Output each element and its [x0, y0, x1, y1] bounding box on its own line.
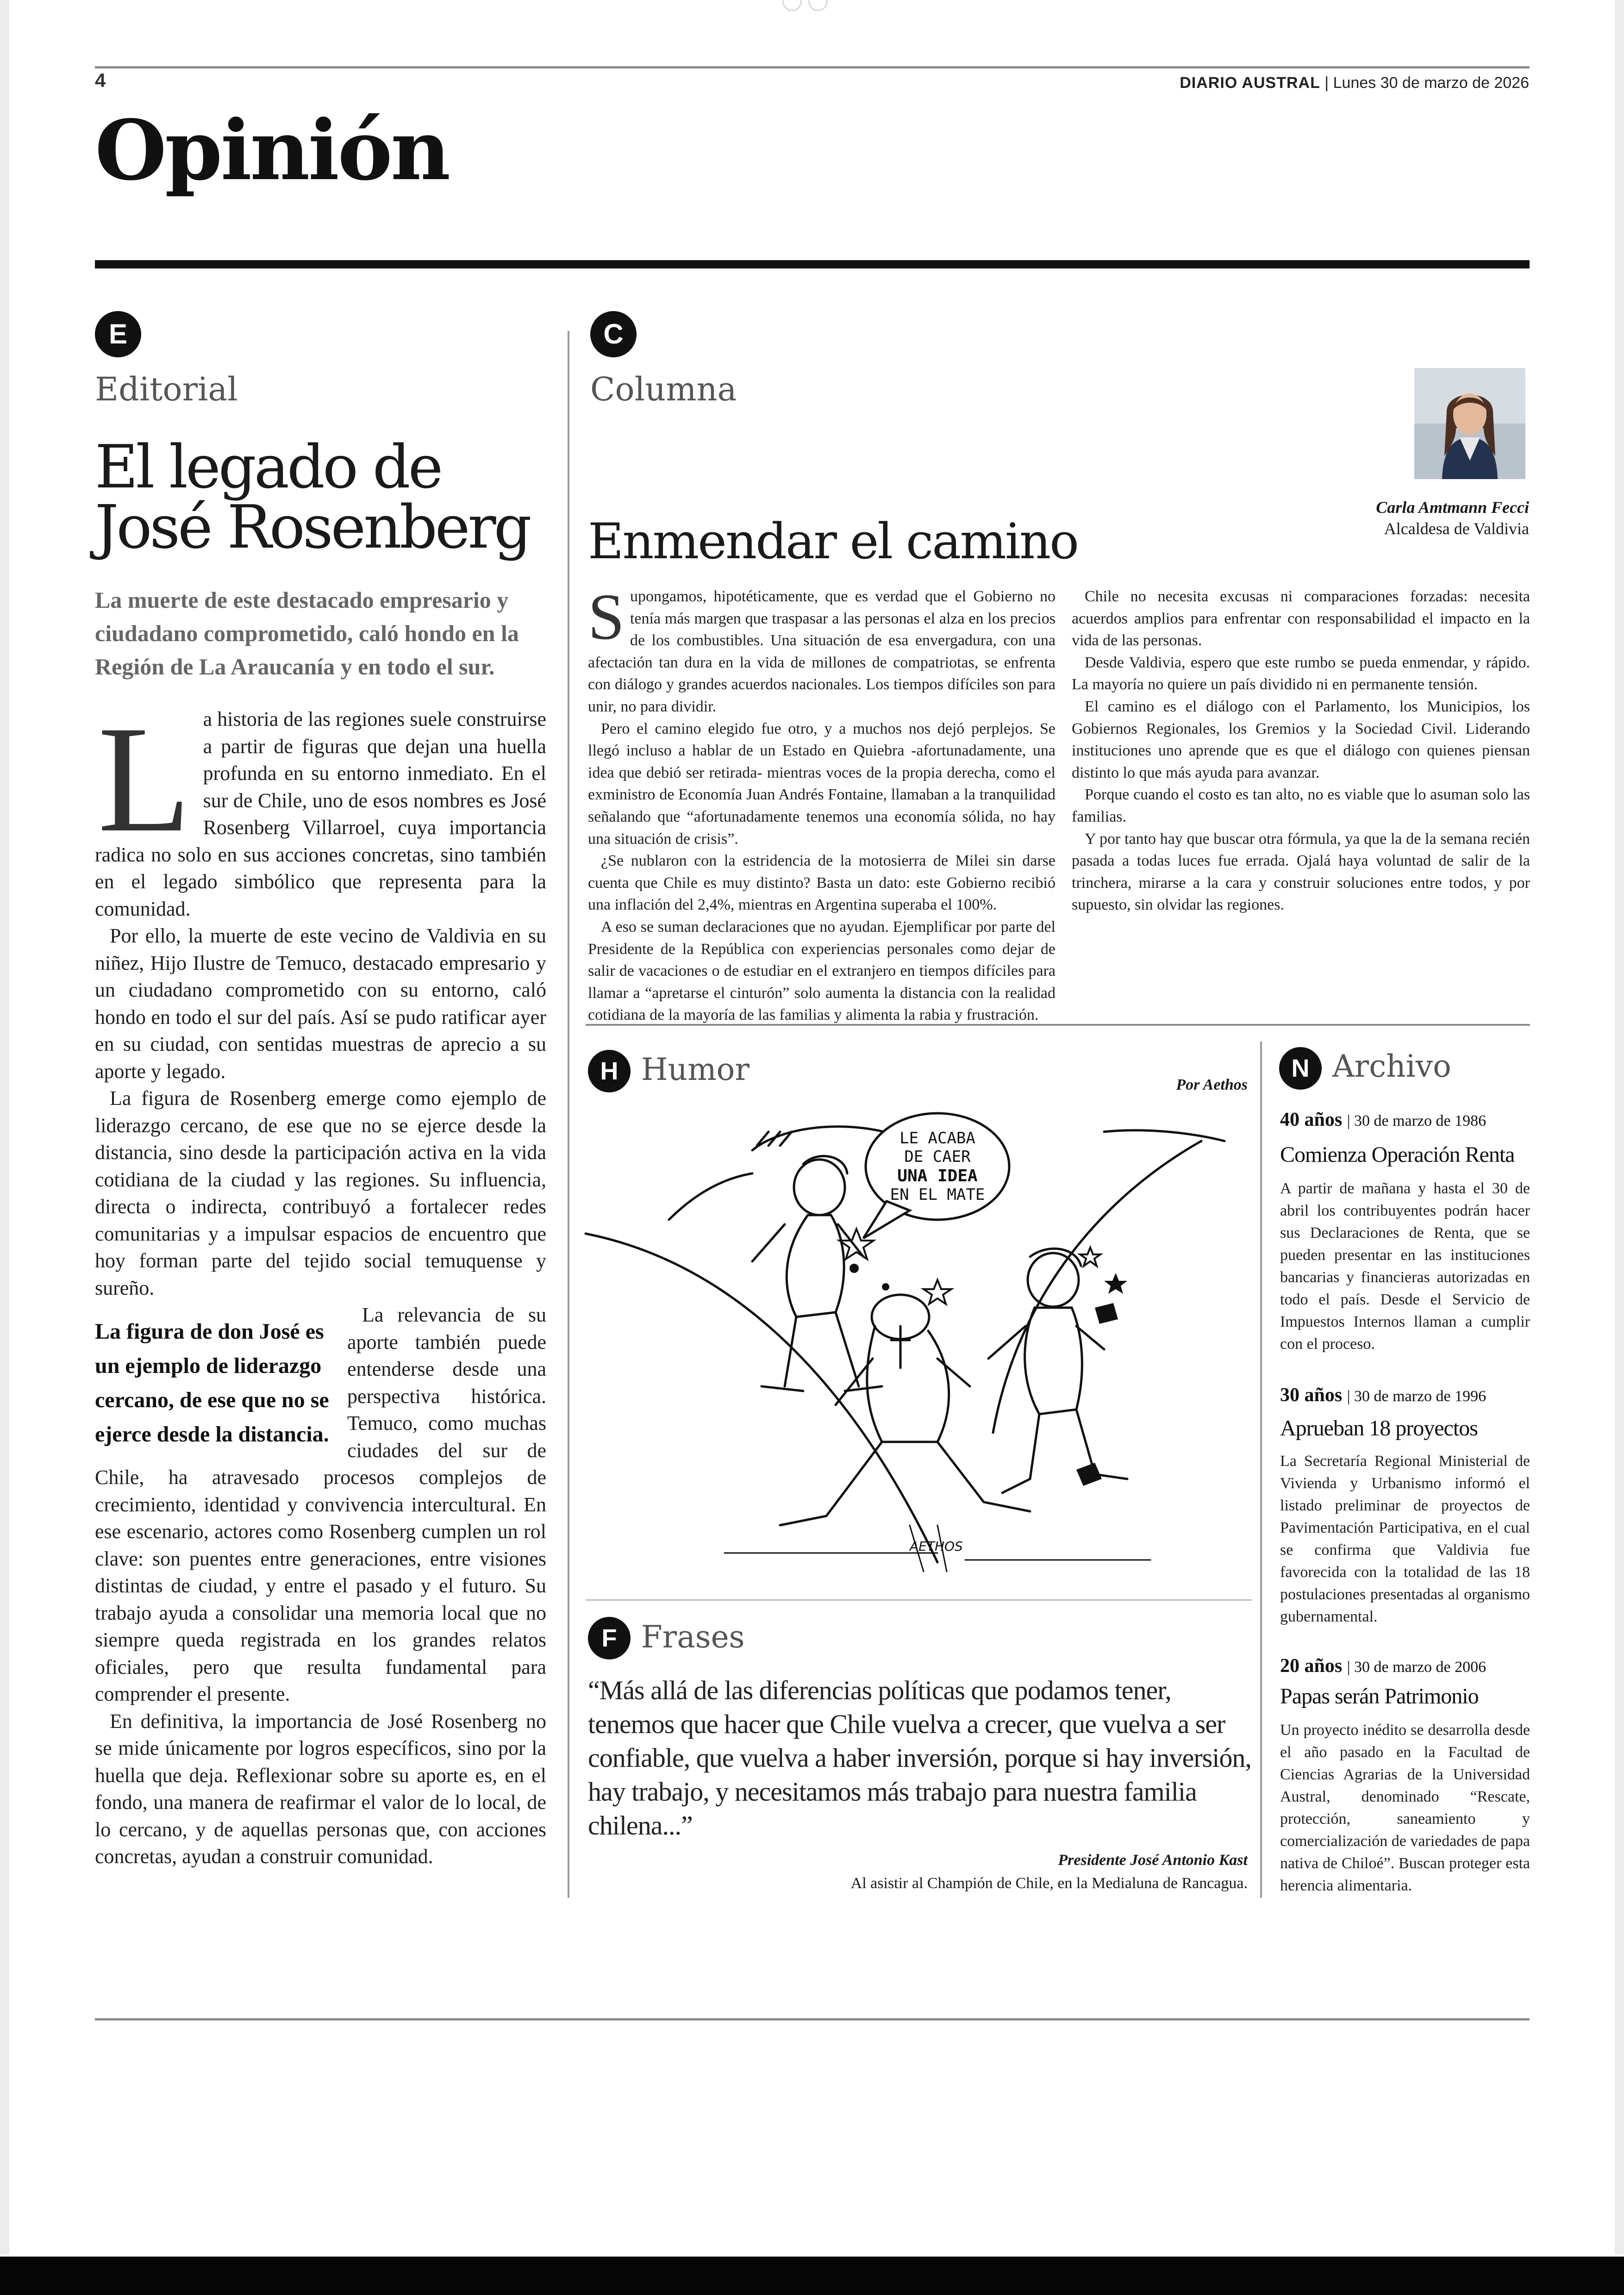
editorial-body — [95, 695, 546, 1871]
column-author-role: Alcaldesa de Valdivia — [1384, 519, 1529, 538]
editorial-paragraph-3: La figura de Rosenberg emerge como ejemplo de liderazgo cercano, de ese que no se ejerce desde la distancia, sino desde la participación activa en la vida cotidiana de la ciudad y las regiones. Su influencia, directa o indirecta, contribuyó a fortalecer redes comunitarias y a impulsar espacios de encuentro que hoy forman parte del tejido social temuquense y sureño. — [95, 1087, 546, 1299]
editorial-title-line2: José Rosenberg — [95, 493, 530, 562]
humor-byline: Por Aethos — [1176, 1076, 1248, 1093]
author-portrait-icon — [1414, 368, 1525, 479]
archivo-item-title: Aprueban 18 proyectos — [1280, 1416, 1478, 1441]
column-paragraph-3: ¿Se nublaron con la estridencia de la motosierra de Milei sin darse cuenta que Chile es muy distinto? Basta un dato: este Gobierno recibió una inflación del 2,4%, mientras en Argentina superaba el 100%. — [588, 852, 1056, 914]
archivo-item-title: Papas serán Patrimonio — [1280, 1684, 1479, 1709]
section-rule — [95, 260, 1530, 268]
archivo-item — [1280, 1109, 1530, 1355]
bubble-line-1: LE ACABA — [899, 1129, 975, 1148]
paper-name: DIARIO AUSTRAL — [1180, 74, 1320, 92]
column-divider-left — [568, 331, 569, 1898]
bubble-line-2: DE CAER — [904, 1148, 971, 1166]
archivo-item-title: Comienza Operación Renta — [1280, 1142, 1515, 1167]
section-title: Opinión — [95, 102, 449, 199]
archivo-item-years: 30 años — [1280, 1384, 1343, 1406]
footer-rule — [95, 2018, 1530, 2021]
header-rule — [95, 66, 1530, 69]
archivo-item-years: 40 años — [1280, 1109, 1343, 1130]
archivo-item — [1280, 1655, 1530, 1897]
humor-badge: H — [588, 1050, 631, 1092]
column-badge: C — [590, 311, 637, 357]
editorial-dropcap: L — [98, 695, 191, 864]
column-body-col1 — [588, 580, 1056, 1024]
page-edge-left — [0, 0, 9, 2254]
column-kicker: Columna — [590, 370, 737, 408]
page-edge-right — [1615, 0, 1624, 2254]
author-photo — [1414, 368, 1525, 479]
column-title: Enmendar el camino — [588, 513, 1078, 570]
frases-quote: “Más allá de las diferencias políticas que podamos tener, tenemos que hacer que Chile vuelva a crecer, que vuelva a ser confiable, que vuelva a haber inversión, porque si hay inversión, hay trabajo, y necesitamos más trabajo para nuestra familia chilena...” — [588, 1675, 1251, 1840]
cartoon — [586, 1109, 1252, 1576]
editorial-paragraph-1: a historia de las regiones suele construirse a partir de figuras que dejan una huella profunda en su entorno inmediato. En el sur de Chile, uno de esos nombres es José Rosenberg Villarroel, cuya importancia radica no solo en sus acciones concretas, sino también en el legado simbólico que representa para la comunidad. — [95, 708, 546, 920]
archivo-item-header — [1280, 1384, 1530, 1406]
archivo-item-years: 20 años — [1280, 1655, 1343, 1677]
frases-context: Al asistir al Champión de Chile, en la Medialuna de Rancagua. — [850, 1875, 1248, 1892]
archivo-item-date: | 30 de marzo de 2006 — [1347, 1659, 1487, 1676]
masthead — [1180, 74, 1529, 92]
column-byline — [1376, 498, 1529, 538]
editorial-badge: E — [95, 311, 141, 357]
archivo-item-text: La Secretaría Regional Ministerial de Vivienda y Urbanismo informó el listado preliminar de proyectos de Pavimentación Participativa, en el cual se confirma que Valdivia fue favorecida con la totalidad de las 18 postulaciones presentadas al organismo gubernamental. — [1280, 1453, 1530, 1625]
archivo-item-text: Un proyecto inédito se desarrolla desde el año pasado en la Facultad de Ciencias Agrarias de la Universidad Austral, denominado “Rescate, protección, saneamiento y comercialización de variedades de papa nativa de Chiloé”. Buscan proteger esta herencia alimentaria. — [1280, 1721, 1530, 1894]
column-paragraph-8: Porque cuando el costo es tan alto, no es viable que lo asuman solo las familias. — [1072, 786, 1530, 825]
editorial-kicker: Editorial — [95, 370, 238, 408]
editorial-pull-quote: La figura de don José es un ejemplo de liderazgo cercano, de ese que no se ejerce desde la distancia. — [95, 1319, 329, 1447]
editorial-paragraph-4: La relevancia de su aporte también puede entenderse desde una perspectiva histórica. Temuco, como muchas ciudades del sur de Chile, ha atravesado procesos complejos de crecimiento, identidad y convivencia intercultural. En ese escenario, actores como Rosenberg cumplen un rol clave: son puentes entre generaciones, entre visiones distintas de ciudad, y entre el pasado y el futuro. Su trabajo ayuda a consolidar una memoria local que no siempre queda registrada en los grandes relatos oficiales, pero que resulta fundamental para comprender el presente. — [95, 1303, 546, 1705]
column-paragraph-7: El camino es el diálogo con el Parlamento, los Municipios, los Gobiernos Regionales, los Gremios y la Sociedad Civil. Liderando instituciones uno aprende que es que el diálogo con quienes piensan distinto lo que más ayuda para avanzar. — [1072, 698, 1530, 781]
cartoon-drawing — [586, 1109, 1252, 1576]
bubble-line-4: EN EL MATE — [890, 1185, 985, 1204]
archivo-kicker: Archivo — [1332, 1048, 1451, 1084]
column-paragraph-4: A eso se suman declaraciones que no ayudan. Ejemplificar por parte del Presidente de la República con experiencias personales como dejar de salir de vacaciones o de estudiar en el extranjero en tiempos difíciles para llamar a “apretarse el cinturón” solo aumenta la distancia con la realidad cotidiana de la mayoría de las familias y alimenta la rabia y frustración. — [588, 918, 1056, 1024]
page-number: 4 — [95, 69, 106, 91]
column-paragraph-5: Chile no necesita excusas ni comparaciones forzadas: necesita acuerdos amplios para enfrentar con responsabilidad el impacto en la vida de las personas. — [1072, 588, 1530, 649]
viewer-bottom-bar — [0, 2257, 1624, 2295]
editorial-lead: La muerte de este destacado empresario y ciudadano comprometido, caló hondo en la Región de La Araucanía y en todo el sur. — [95, 587, 519, 680]
bubble-line-3: UNA IDEA — [897, 1166, 978, 1185]
column-body-col2 — [1072, 586, 1530, 916]
editorial-paragraph-2: Por ello, la muerte de este vecino de Valdivia en su niñez, Hijo Ilustre de Temuco, destacado empresario y un ciudadano comprometido con su entorno, caló hondo en todo el sur del país. Así se pudo ratificar ayer en su ciudad, con sentidas muestras de aprecio a su aporte y legado. — [95, 924, 546, 1083]
archivo-item-date: | 30 de marzo de 1986 — [1347, 1112, 1487, 1129]
frases-rule — [586, 1599, 1252, 1601]
scroll-indicator — [782, 0, 843, 16]
archivo-item-text: A partir de mañana y hasta el 30 de abril los contribuyentes podrán hacer sus Declaraciones de Renta, que se pueden presentar en las instituciones bancarias y financieras autorizadas en todo el país. Desde el Servicio de Impuestos Internos llaman a cumplir con el proceso. — [1280, 1180, 1530, 1353]
column-dropcap: S — [588, 580, 625, 653]
archivo-item-date: | 30 de marzo de 1996 — [1347, 1388, 1487, 1405]
frases-badge: F — [588, 1617, 631, 1659]
frases-kicker: Frases — [641, 1619, 745, 1655]
column-paragraph-1: upongamos, hipotéticamente, que es verdad que el Gobierno no tenía más margen que traspasar a las personas el alza en los precios de los combustibles. Una situación de esa envergadura, con una afectación tan dura en la vida de millones de compatriotas, se enfrenta con diálogo y grandes acuerdos nacionales. Los tiempos difíciles son para unir, no para dividir. — [588, 588, 1056, 715]
archivo-item-header — [1280, 1655, 1530, 1677]
editorial-paragraph-5: En definitiva, la importancia de José Rosenberg no se mide únicamente por logros específicos, sino por la huella que deja. Reflexionar sobre su aporte es, en el fondo, una manera de reafirmar el valor de lo local, de lo cercano, y de aquellas personas que, con acciones concretas, ayudan a construir comunidad. — [95, 1709, 546, 1868]
column-divider-right — [1260, 1041, 1262, 1898]
issue-date: | Lunes 30 de marzo de 2026 — [1324, 74, 1529, 92]
column-paragraph-6: Desde Valdivia, espero que este rumbo se pueda enmendar, y rápido. La mayoría no quiere un país dividido ni en permanente tensión. — [1072, 654, 1530, 693]
frases-author: Presidente José Antonio Kast — [1058, 1852, 1248, 1869]
cartoon-signature: AETHOS — [910, 1539, 963, 1554]
column-paragraph-2: Pero el camino elegido fue otro, y a muchos nos dejó perplejos. Se llegó incluso a hablar de un Estado en Quiebra -afortunadamente, una idea que debió ser retirada- mientras voces de la propia derecha, como el exministro de Economía Juan Andrés Fontaine, llamaban a la tranquilidad señalando que “afortunadamente tenemos una economía sólida, no hay una situación de crisis”. — [588, 720, 1056, 848]
editorial-title — [95, 433, 530, 562]
archivo-badge: N — [1279, 1047, 1322, 1090]
editorial-title-line1: El legado de — [95, 433, 441, 502]
archivo-item-header — [1280, 1109, 1530, 1131]
column-paragraph-9: Y por tanto hay que buscar otra fórmula, ya que la de la semana recién pasada a todas luces fue errada. Ojalá haya voluntad de salir de la trinchera, mirarse a la cara y construir soluciones entre todos, y por supuesto, sin olvidar las regiones. — [1072, 830, 1530, 914]
column-author: Carla Amtmann Fecci — [1376, 498, 1529, 517]
humor-kicker: Humor — [641, 1052, 750, 1087]
archivo-item — [1280, 1384, 1530, 1628]
